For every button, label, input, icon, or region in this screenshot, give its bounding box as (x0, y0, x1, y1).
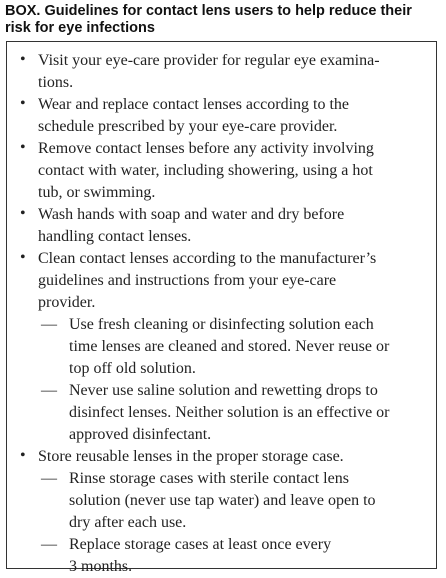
guideline-text-line: handling contact lenses. (38, 228, 192, 245)
sub-guideline-text-line: top off old solution. (69, 360, 196, 377)
bullet-marker: • (20, 249, 26, 266)
sub-item-dash: — (41, 316, 57, 333)
guideline-text-line: Wear and replace contact lenses according to the (38, 96, 349, 113)
guidelines-box (6, 41, 437, 575)
box-title-line-2: risk for eye infections (5, 20, 155, 36)
sub-guideline-text-line: disinfect lenses. Neither solution is an effective or (69, 404, 390, 421)
sub-guideline-text-line: Use fresh cleaning or disinfecting solution each (69, 316, 374, 333)
guideline-text-line: tub, or swimming. (38, 184, 156, 201)
sub-guideline-text-line: 3 months. (69, 558, 133, 575)
box-title (5, 3, 443, 37)
guideline-text-line: provider. (38, 294, 96, 311)
sub-guideline-text-line: solution (never use tap water) and leave open to (69, 492, 376, 509)
sub-guideline-text-line: approved disinfectant. (69, 426, 212, 443)
guideline-text-line: Store reusable lenses in the proper storage case. (38, 448, 344, 465)
sub-item-dash: — (41, 382, 57, 399)
sub-item-dash: — (41, 470, 57, 487)
guideline-text-line: tions. (38, 74, 74, 91)
sub-item-dash: — (41, 536, 57, 553)
guideline-text-line: contact with water, including showering, using a hot (38, 162, 373, 179)
bullet-marker: • (20, 447, 26, 464)
guideline-text-line: schedule prescribed by your eye-care provider. (38, 118, 338, 135)
sub-guideline-text-line: Replace storage cases at least once every (69, 536, 332, 553)
guideline-text-line: Visit your eye-care provider for regular eye examina- (38, 52, 380, 69)
sub-guideline-text-line: time lenses are cleaned and stored. Never reuse or (69, 338, 390, 355)
guideline-text-line: Wash hands with soap and water and dry before (38, 206, 345, 223)
box-title-line-1: BOX. Guidelines for contact lens users to help reduce their (5, 3, 412, 19)
bullet-marker: • (20, 95, 26, 112)
bullet-marker: • (20, 51, 26, 68)
sub-guideline-text-line: Rinse storage cases with sterile contact lens (69, 470, 349, 487)
guideline-text-line: Remove contact lenses before any activity involving (38, 140, 374, 157)
guideline-text-line: Clean contact lenses according to the manufacturer’s (38, 250, 377, 267)
bullet-marker: • (20, 205, 26, 222)
sub-guideline-text-line: dry after each use. (69, 514, 187, 531)
bullet-marker: • (20, 139, 26, 156)
guideline-text-line: guidelines and instructions from your eye-care (38, 272, 337, 289)
sub-guideline-text-line: Never use saline solution and rewetting drops to (69, 382, 378, 399)
